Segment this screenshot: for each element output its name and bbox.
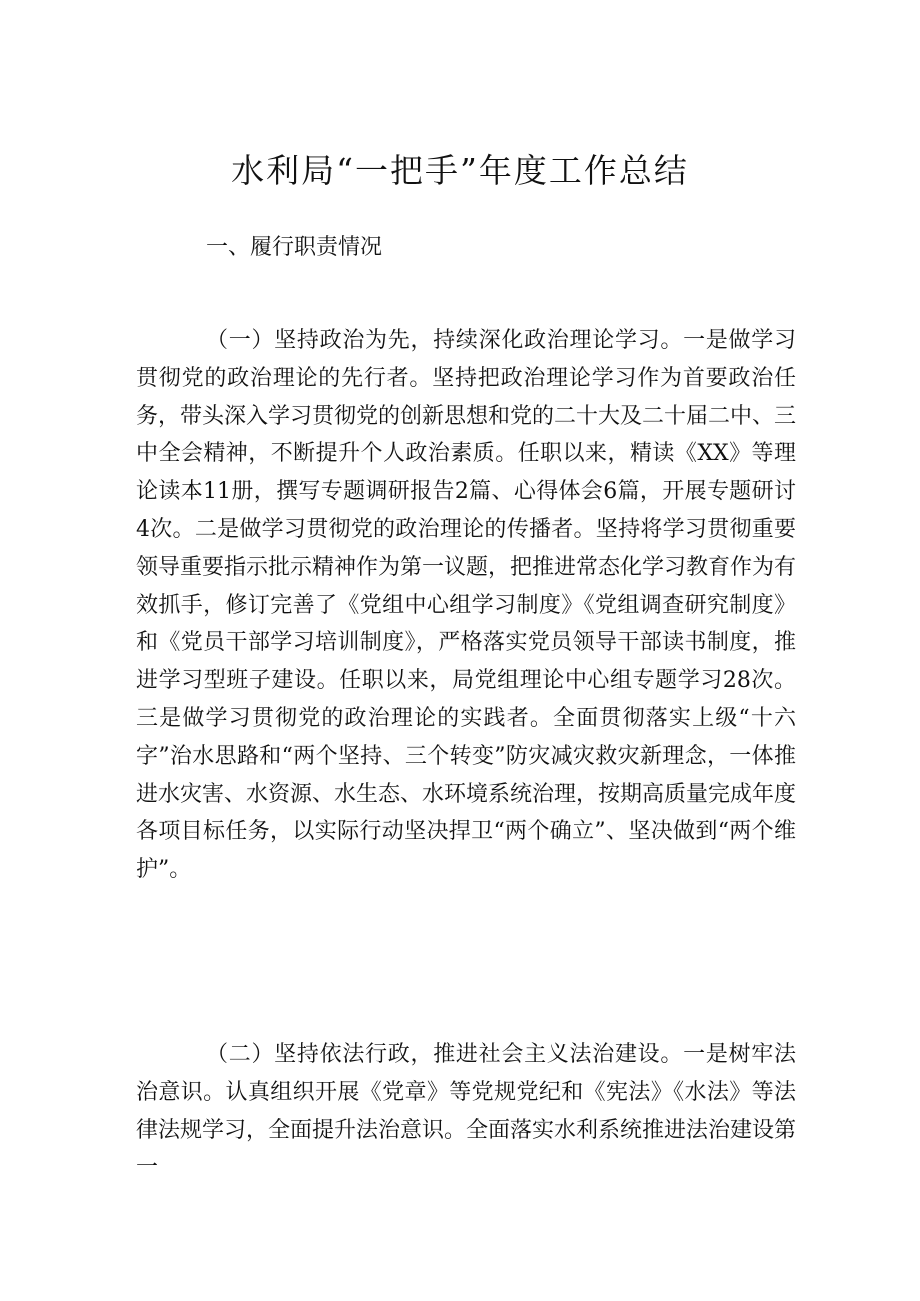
document-title: 水利局“一把手”年度工作总结 [231,151,689,190]
section-heading: 一、履行职责情况 [206,235,383,260]
body-paragraph-1: （一）坚持政治为先，持续深化政治理论学习。一是做学习贯彻党的政治理论的先行者。坚持把政治理论学习作为首要政治任务，带头深入学习贯彻党的创新思想和党的二十大及二十届二中、三中全会精神，不断提升个人政治素质。任职以来，精读《XX》等理论读本11册，撰写专题调研报告2篇、心得体会6篇，开展专题研讨4次。二是做学习贯彻党的政治理论的传播者。坚持将学习贯彻重要领导重要指示批示精神作为第一议题，把推进常态化学习教育作为有效抓手，修订完善了《党组中心组学习制度》《党组调查研究制度》和《党员干部学习培训制度》，严格落实党员领导干部读书制度，推进学习型班子建设。任职以来，局党组理论中心组专题学习28次。三是做学习贯彻党的政治理论的实践者。全面贯彻落实上级“十六字”治水思路和“两个坚持、三个转变”防灾减灾救灾新理念，一体推进水灾害、水资源、水生态、水环境系统治理，按期高质量完成年度各项目标任务，以实际行动坚决捍卫“两个确立”、坚决做到“两个维护”。 [136,328,797,883]
body-paragraph-2: （二）坚持依法行政，推进社会主义法治建设。一是树牢法治意识。认真组织开展《党章》等党规党纪和《宪法》《水法》等法律法规学习，全面提升法治意识。全面落实水利系统推进法治建设第一 [136,1042,797,1181]
